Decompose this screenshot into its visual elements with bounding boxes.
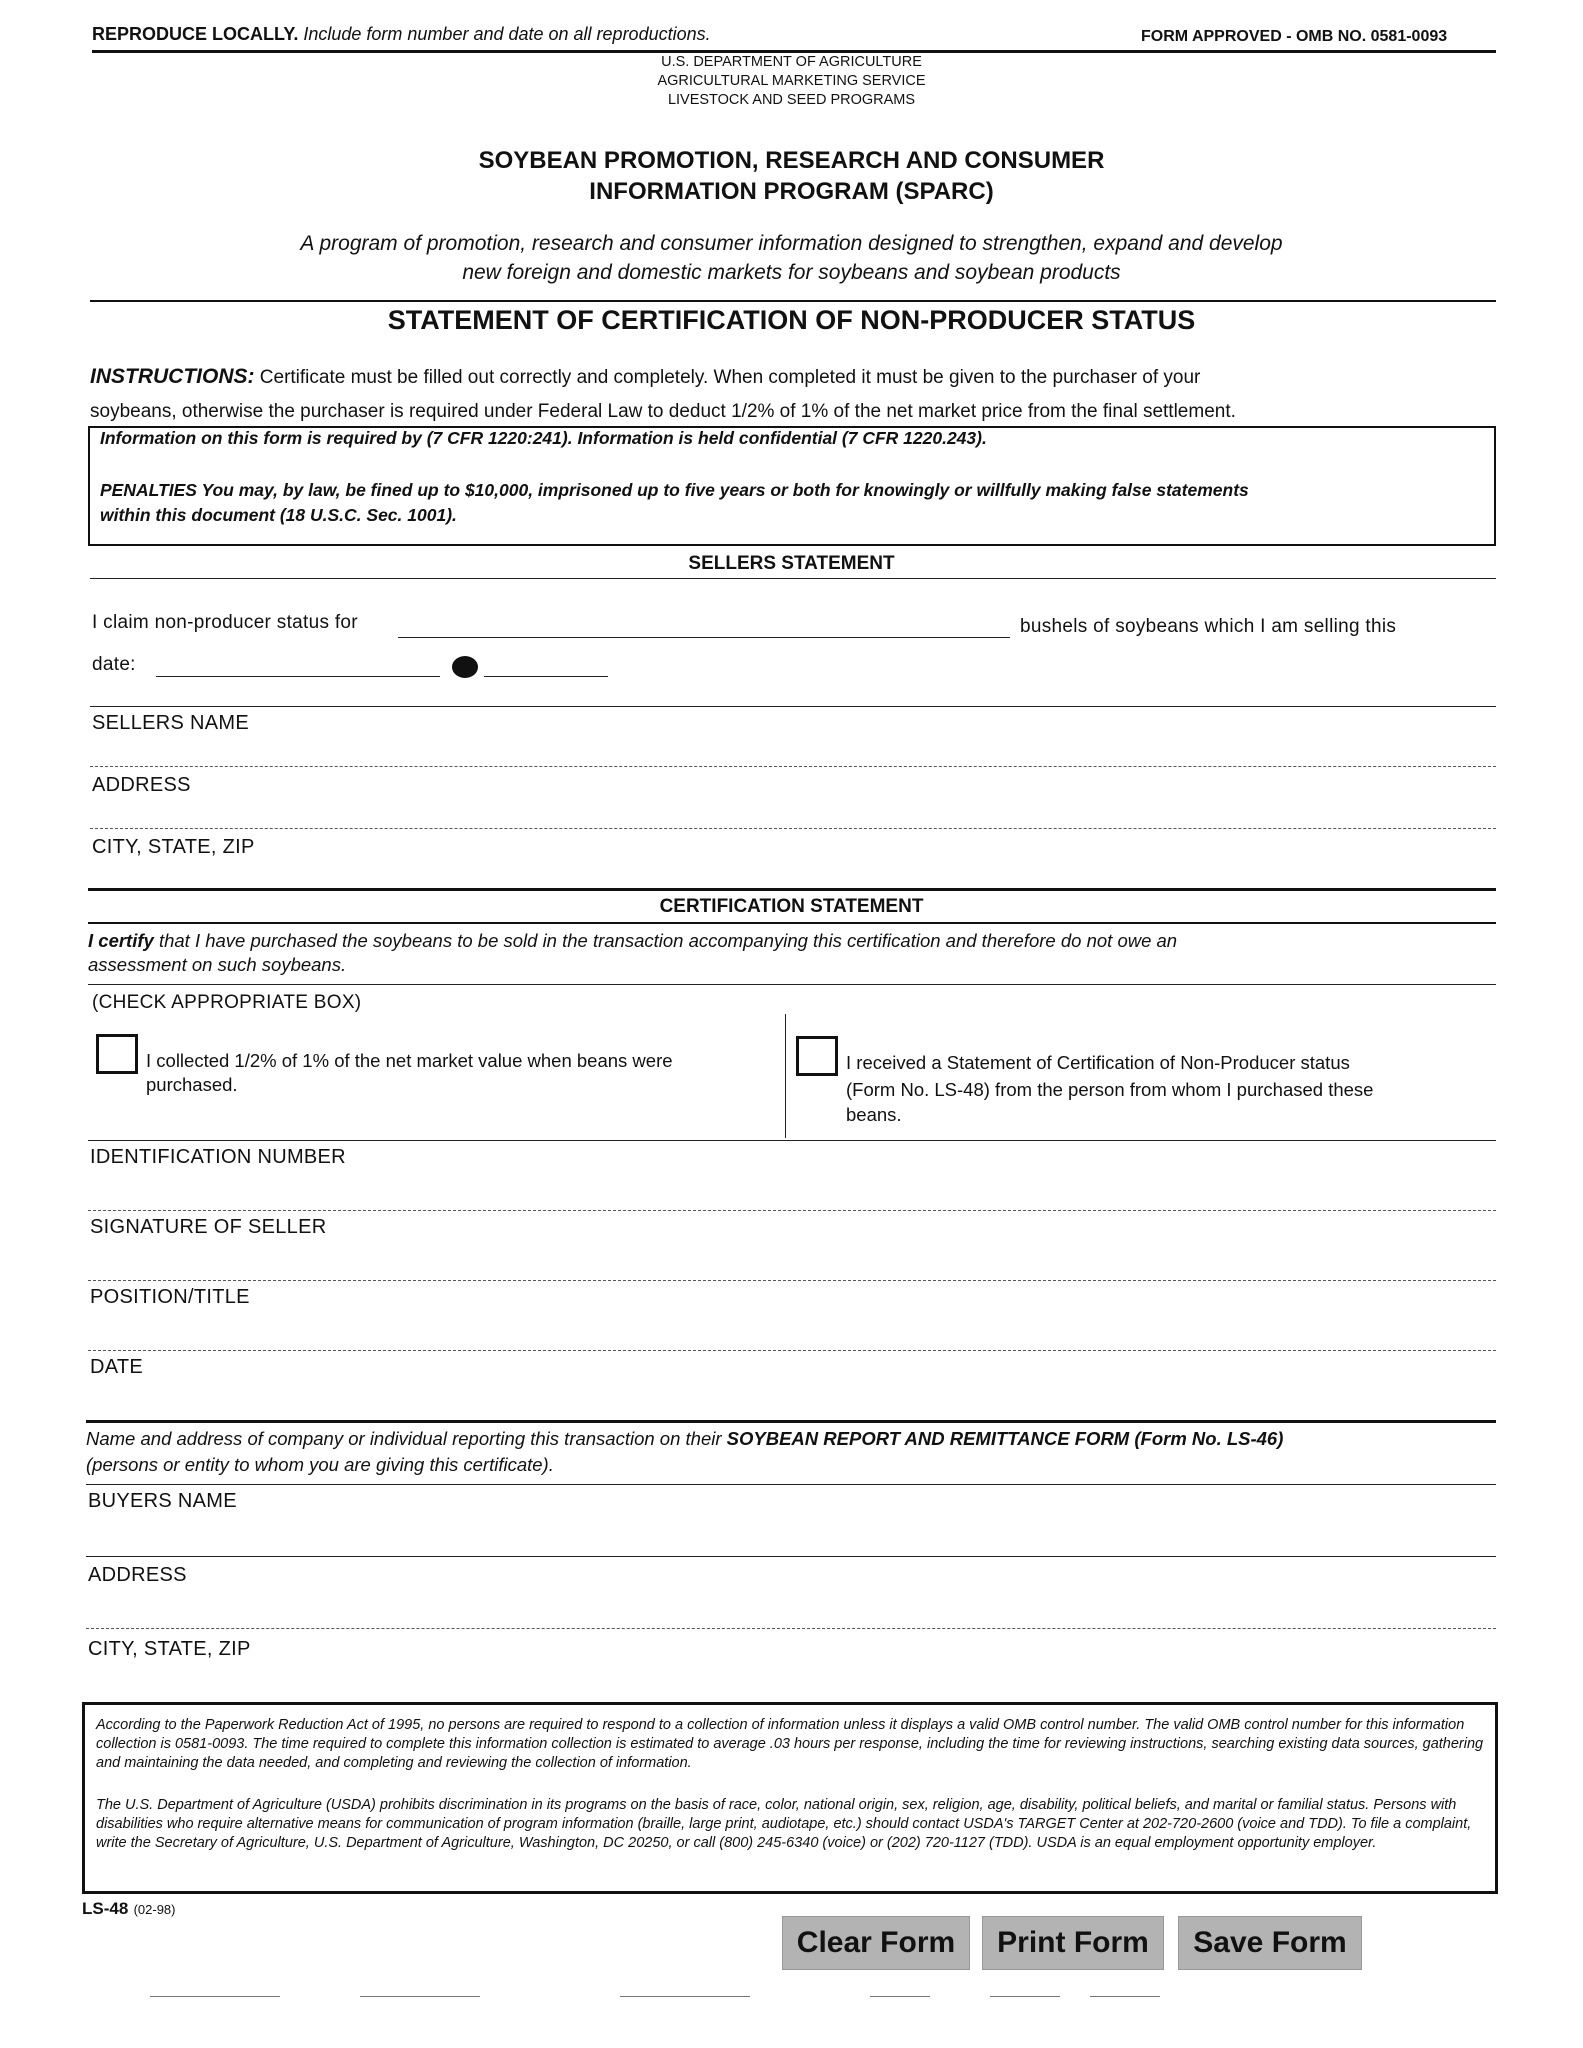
scan-mark [1090, 1996, 1160, 1997]
certify-rule [88, 984, 1496, 985]
buyer-intro-form: SOYBEAN REPORT AND REMITTANCE FORM (Form No. LS-46) [726, 1428, 1284, 1449]
form-number: LS-48 [82, 1899, 129, 1918]
identification-number-label: IDENTIFICATION NUMBER [90, 1146, 346, 1168]
reproduce-italic: Include form number and date on all reproductions. [303, 24, 711, 44]
buyer-address-input[interactable] [88, 1588, 1492, 1616]
agency-line-2: AGRICULTURAL MARKETING SERVICE [657, 73, 926, 89]
program-title-line-2: INFORMATION PROGRAM (SPARC) [589, 178, 994, 205]
check-box-instruction: (CHECK APPROPRIATE BOX) [92, 992, 362, 1013]
certification-top-rule [88, 888, 1496, 891]
instructions-text-1: Certificate must be filled out correctly and completely. When completed it must be given to the purchaser of your [259, 367, 1201, 388]
form-date: (02-98) [133, 1902, 176, 1917]
scan-mark [360, 1996, 480, 1997]
clear-form-button[interactable]: Clear Form [782, 1916, 970, 1970]
buyer-intro-line-1 [86, 1428, 1283, 1450]
position-bottom-rule [88, 1350, 1496, 1351]
program-description-line-1: A program of promotion, research and consumer information designed to strengthen, expand and develop [300, 232, 1283, 255]
reproduce-bold: REPRODUCE LOCALLY. [92, 24, 299, 44]
sellers-name-input[interactable] [92, 735, 1496, 763]
certification-heading: CERTIFICATION STATEMENT [659, 896, 924, 917]
seller-name-bottom-rule [90, 766, 1496, 767]
position-title-input[interactable] [90, 1310, 1494, 1338]
instructions-label: INSTRUCTIONS: [90, 365, 255, 388]
options-divider [785, 1014, 786, 1138]
certification-heading-rule [88, 922, 1496, 924]
ink-blot [452, 656, 478, 678]
instructions-line-2: soybeans, otherwise the purchaser is required under Federal Law to deduct 1/2% of 1% of the net market price from the final settlement. [90, 401, 1236, 422]
paperwork-notice: According to the Paperwork Reduction Act of 1995, no persons are required to respond to a collection of information unless it displays a valid OMB control number. The valid OMB control number for this information collection is 0581-0093. The time required to complete this information collection is estimated to average .03 hours per response, including the time for reviewing instructions, searching existing data sources, gathering and maintaining the data needed, and completing and reviewing the collection of information. [96, 1717, 1484, 1771]
signature-bottom-rule [88, 1280, 1496, 1281]
buyer-intro-rule [86, 1484, 1496, 1485]
scan-mark [150, 1996, 280, 1997]
buyer-intro-text: Name and address of company or individual reporting this transaction on their [86, 1428, 722, 1449]
options-bottom-rule [88, 1140, 1496, 1141]
sellers-name-label: SELLERS NAME [92, 712, 249, 734]
option-2-line-3: beans. [846, 1104, 902, 1125]
collected-assessment-checkbox[interactable] [96, 1034, 138, 1074]
identification-number-input[interactable] [90, 1170, 1494, 1198]
option-2-line-2: (Form No. LS-48) from the person from whom I purchased these [846, 1079, 1374, 1100]
seller-address-bottom-rule [90, 828, 1496, 829]
buyer-name-bottom-rule [86, 1556, 1496, 1557]
form-id [82, 1898, 176, 1920]
info-required-line: Information on this form is required by (7 CFR 1220:241). Information is held confidential (7 CFR 1220.243). [100, 428, 987, 448]
scan-mark [990, 1996, 1060, 1997]
penalties-line-2: within this document (18 U.S.C. Sec. 1001). [100, 505, 457, 525]
scan-mark [620, 1996, 750, 1997]
option-1-line-1: I collected 1/2% of 1% of the net market value when beans were [146, 1050, 673, 1071]
bushels-underline [398, 637, 1010, 638]
sellers-rule [90, 578, 1496, 579]
received-certificate-checkbox[interactable] [796, 1036, 838, 1076]
buyer-address-bottom-rule [86, 1628, 1496, 1629]
sale-date-label: date: [92, 654, 136, 675]
buyer-address-label: ADDRESS [88, 1564, 187, 1586]
buyers-name-input[interactable] [88, 1514, 1492, 1542]
seller-name-top-rule [90, 706, 1496, 707]
option-2-line-1: I received a Statement of Certification of Non-Producer status [846, 1052, 1350, 1073]
certify-line-2: assessment on such soybeans. [88, 954, 347, 975]
buyer-city-label: CITY, STATE, ZIP [88, 1638, 251, 1660]
print-form-button[interactable]: Print Form [982, 1916, 1164, 1970]
seller-address-input[interactable] [92, 796, 1496, 824]
seller-city-input[interactable] [92, 858, 1496, 886]
omb-number: FORM APPROVED - OMB NO. 0581-0093 [1141, 28, 1448, 45]
position-title-label: POSITION/TITLE [90, 1286, 250, 1308]
buyers-name-label: BUYERS NAME [88, 1490, 237, 1512]
sale-date-underline [156, 676, 440, 677]
save-form-button[interactable]: Save Form [1178, 1916, 1362, 1970]
id-bottom-rule [88, 1210, 1496, 1211]
agency-line-1: U.S. DEPARTMENT OF AGRICULTURE [661, 54, 922, 70]
seller-address-label: ADDRESS [92, 774, 191, 796]
claim-prefix: I claim non-producer status for [92, 612, 358, 633]
buyer-city-input[interactable] [88, 1662, 1492, 1690]
bushels-input[interactable] [398, 608, 1014, 638]
certify-bold: I certify [88, 930, 154, 951]
sale-date-input[interactable] [156, 648, 444, 678]
sale-year-input[interactable] [484, 648, 612, 678]
buyer-intro-line-2: (persons or entity to whom you are giving this certificate). [86, 1454, 554, 1475]
penalties-line-1: PENALTIES You may, by law, be fined up to $10,000, imprisoned up to five years or both for knowingly or willfully making false statements [100, 480, 1249, 500]
certification-date-input[interactable] [90, 1380, 1494, 1408]
nondiscrimination-notice: The U.S. Department of Agriculture (USDA) prohibits discrimination in its programs on the basis of race, color, national origin, sex, religion, age, disability, political beliefs, and marital or familial status. Persons with disabilities who require alternative means for communication of program information (braille, large print, audiotape, etc.) should contact USDA's TARGET Center at 202-720-2600 (voice and TDD). To file a complaint, write the Secretary of Agriculture, U.S. Department of Agriculture, Washington, DC 20250, or call (800) 245-6340 (voice) or (202) 720-1127 (TDD). USDA is an equal employment opportunity employer. [96, 1797, 1472, 1851]
program-title-line-1: SOYBEAN PROMOTION, RESEARCH AND CONSUMER [478, 147, 1105, 174]
certify-line-1 [88, 930, 1177, 952]
claim-suffix: bushels of soybeans which I am selling this [1020, 616, 1397, 637]
sale-year-underline [484, 676, 608, 677]
seller-city-label: CITY, STATE, ZIP [92, 836, 255, 858]
header-rule [92, 50, 1496, 53]
agency-line-3: LIVESTOCK AND SEED PROGRAMS [667, 92, 916, 108]
form-title: STATEMENT OF CERTIFICATION OF NON-PRODUCER STATUS [387, 305, 1196, 335]
signature-input[interactable] [90, 1240, 1494, 1268]
signature-label: SIGNATURE OF SELLER [90, 1216, 327, 1238]
option-1-line-2: purchased. [146, 1074, 238, 1095]
scan-mark [870, 1996, 930, 1997]
buyer-top-rule [86, 1420, 1496, 1423]
sellers-statement-heading: SELLERS STATEMENT [688, 553, 895, 574]
title-top-rule [90, 300, 1496, 302]
program-description-line-2: new foreign and domestic markets for soybeans and soybean products [462, 261, 1121, 284]
date-label: DATE [90, 1356, 144, 1378]
instructions-line-1 [90, 365, 1200, 389]
certify-rest: that I have purchased the soybeans to be sold in the transaction accompanying this certification and therefore do not owe an [153, 930, 1178, 951]
reproduce-note [92, 24, 711, 45]
